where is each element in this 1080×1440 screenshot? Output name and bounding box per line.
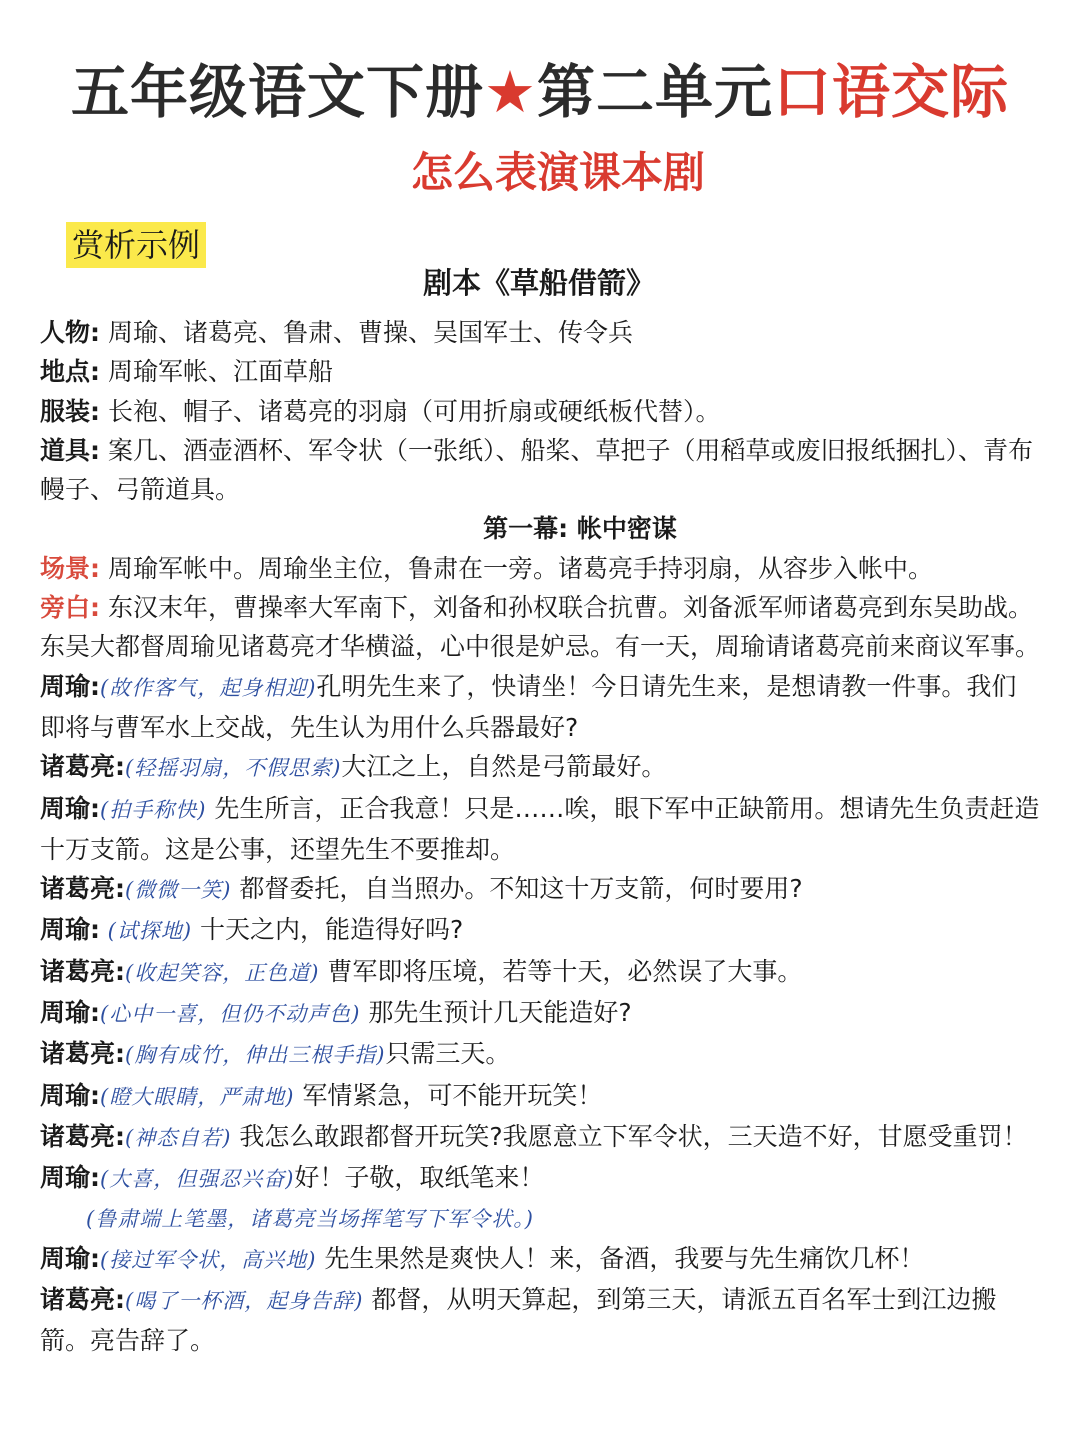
dialogue-line xyxy=(40,789,1040,870)
stage-direction: (喝了一杯酒，起身告辞) xyxy=(125,1289,364,1314)
dialogue-text: 都督，从明天算起，到第三天，请派五百名军士到江边搬箭。亮告辞了。 xyxy=(40,1285,997,1356)
dialogue-line xyxy=(40,1158,1040,1199)
dialogue-line xyxy=(40,747,1040,788)
characters-label: 人物: xyxy=(40,318,100,347)
dialogue-line xyxy=(40,910,1040,951)
dialogue-text: 军情紧急，可不能开玩笑！ xyxy=(294,1080,603,1110)
speaker-label: 周瑜: xyxy=(40,671,100,701)
scene-text: 周瑜军帐中。周瑜坐主位，鲁肃在一旁。诸葛亮手持羽扇，从容步入帐中。 xyxy=(107,553,933,583)
stage-direction: (接过军令状，高兴地) xyxy=(100,1247,317,1272)
stage-direction: (微微一笑) xyxy=(125,878,232,903)
dialogue-text: 好！子敬，取纸笔来！ xyxy=(294,1163,545,1193)
narration-label: 旁白: xyxy=(40,593,100,623)
dialogue-line xyxy=(40,1239,1040,1280)
dialogue-line xyxy=(40,952,1040,993)
dialogue-text: 都督委托，自当照办。不知这十万支箭，何时要用? xyxy=(231,874,803,904)
title-part2: 第二单元 xyxy=(536,58,773,126)
dialogue-line xyxy=(40,1280,1040,1361)
narration-text: 东汉末年，曹操率大军南下，刘备和孙权联合抗曹。刘备派军师诸葛亮到东吴助战。东吴大都督周瑜见诸葛亮才华横溢，心中很是妒忌。有一天，周瑜请诸葛亮前来商议军事。 xyxy=(40,593,1041,662)
scene-label: 场景: xyxy=(40,553,100,583)
characters-line xyxy=(40,313,1040,352)
dialogue-text: 十天之内，能造得好吗? xyxy=(192,915,464,945)
script-title: 剧本《草船借箭》 xyxy=(422,266,655,300)
scene-line xyxy=(40,549,1040,588)
costume-text: 长袍、帽子、诸葛亮的羽扇（可用折扇或硬纸板代替）。 xyxy=(107,396,721,426)
speaker-label: 周瑜: xyxy=(40,793,100,823)
stage-direction: (神态自若) xyxy=(125,1125,232,1150)
props-line xyxy=(40,431,1040,510)
characters-text: 周瑜、诸葛亮、鲁肃、曹操、吴国军士、传令兵 xyxy=(107,318,633,347)
title-part1: 五年级语文下册 xyxy=(70,58,484,126)
dialogue-text: 孔明先生来了，快请坐！今日请先生来，是想请教一件事。我们即将与曹军水上交战，先生认为用什么兵器最好? xyxy=(40,671,1017,742)
speaker-label: 周瑜: xyxy=(40,998,100,1028)
dialogue-text: 先生果然是爽快人！来，备酒，我要与先生痛饮几杯！ xyxy=(316,1243,925,1273)
location-line xyxy=(40,352,1040,391)
speaker-label: 周瑜: xyxy=(40,1243,100,1273)
dialogue-text: 先生所言，正合我意！只是……唉，眼下军中正缺箭用。想请先生负责赶造十万支箭。这是公事，还望先生不要推却。 xyxy=(40,793,1040,864)
location-text: 周瑜军帐、江面草船 xyxy=(107,357,333,387)
dialogue-text: 只需三天。 xyxy=(385,1039,511,1069)
stage-direction: (心中一喜，但仍不动声色) xyxy=(100,1002,361,1027)
speaker-label: 诸葛亮: xyxy=(40,1121,125,1151)
page-title xyxy=(0,52,1080,132)
speaker-label: 诸葛亮: xyxy=(40,956,125,986)
star-icon: ★ xyxy=(483,58,537,126)
costume-line xyxy=(40,392,1040,431)
stage-direction: (故作客气，起身相迎) xyxy=(100,675,317,700)
narration-line xyxy=(40,588,1040,667)
costume-label: 服装: xyxy=(40,396,100,426)
props-label: 道具: xyxy=(40,435,100,465)
stage-direction: (大喜，但强忍兴奋) xyxy=(100,1167,295,1192)
props-text: 案几、酒壶酒杯、军令状（一张纸）、船桨、草把子（用稻草或废旧报纸捆扎）、青布幔子、弓箭道具。 xyxy=(40,435,1033,505)
stage-direction: (瞪大眼睛，严肃地) xyxy=(100,1084,295,1109)
dialogue-line xyxy=(40,1076,1040,1117)
location-label: 地点: xyxy=(40,357,100,387)
stage-direction: (收起笑容，正色道) xyxy=(125,960,320,985)
speaker-label: 周瑜: xyxy=(40,915,100,945)
speaker-label: 诸葛亮: xyxy=(40,1285,125,1315)
speaker-label: 诸葛亮: xyxy=(40,1039,125,1069)
stage-direction: (拍手称快) xyxy=(100,797,207,822)
speaker-label: 诸葛亮: xyxy=(40,874,125,904)
title-part3: 口语交际 xyxy=(773,58,1010,126)
dialogue-text: 我怎么敢跟都督开玩笑?我愿意立下军令状，三天造不好，甘愿受重罚！ xyxy=(231,1121,1028,1151)
dialogue-text: 那先生预计几天能造好? xyxy=(360,998,632,1028)
dialogue-line xyxy=(40,1034,1040,1075)
stage-direction: (胸有成竹，伸出三根手指) xyxy=(125,1043,386,1068)
page-subtitle: 怎么表演课本剧 xyxy=(410,148,705,197)
stage-note: (鲁肃端上笔墨，诸葛亮当场挥笔写下军令状。) xyxy=(86,1206,534,1231)
dialogue-text: 曹军即将压境，若等十天，必然误了大事。 xyxy=(319,956,803,986)
act-title: 第一幕: 帐中密谋 xyxy=(483,514,677,544)
section-tag: 赏析示例 xyxy=(66,222,206,268)
dialogue-line xyxy=(40,993,1040,1034)
speaker-label: 周瑜: xyxy=(40,1163,100,1193)
stage-direction: (轻摇羽扇，不假思索) xyxy=(125,756,342,781)
dialogue-text: 大江之上，自然是弓箭最好。 xyxy=(341,752,667,782)
dialogue-line xyxy=(40,869,1040,910)
stage-direction: (试探地) xyxy=(100,919,193,944)
dialogue-line xyxy=(40,667,1040,748)
speaker-label: 诸葛亮: xyxy=(40,752,125,782)
script-content xyxy=(40,313,1040,1361)
dialogue-line xyxy=(40,1117,1040,1158)
speaker-label: 周瑜: xyxy=(40,1080,100,1110)
